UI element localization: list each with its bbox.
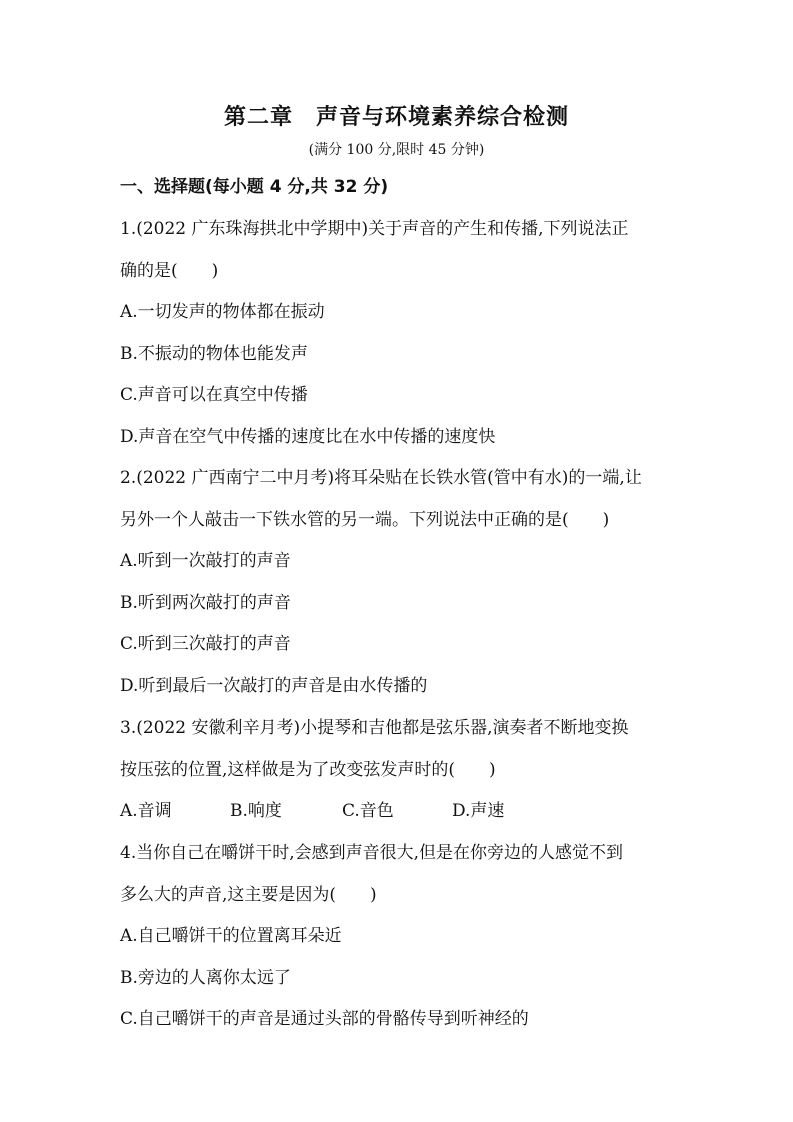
exam-subtitle: (满分 100 分,限时 45 分钟) — [308, 142, 485, 158]
q3-option-c: C.音色 — [342, 801, 394, 821]
q1-option-a: A.一切发声的物体都在振动 — [120, 302, 325, 322]
q2-option-c: C.听到三次敲打的声音 — [120, 634, 291, 654]
q2-stem-line2: 另外一个人敲击一下铁水管的另一端。下列说法中正确的是( ) — [120, 510, 610, 530]
section-heading: 一、选择题(每小题 4 分,共 32 分) — [120, 177, 389, 197]
q4-stem-line1: 4.当你自己在嚼饼干时,会感到声音很大,但是在你旁边的人感觉不到 — [120, 843, 624, 863]
q2-option-a: A.听到一次敲打的声音 — [120, 551, 291, 571]
q4-option-c: C.自己嚼饼干的声音是通过头部的骨骼传导到听神经的 — [120, 1009, 529, 1029]
q3-stem-line2: 按压弦的位置,这样做是为了改变弦发声时的( ) — [120, 760, 496, 780]
q2-stem-line1: 2.(2022 广西南宁二中月考)将耳朵贴在长铁水管(管中有水)的一端,让 — [120, 468, 642, 488]
q1-stem-line2: 确的是( ) — [120, 261, 219, 281]
q4-stem-line2: 多么大的声音,这主要是因为( ) — [120, 885, 377, 905]
q1-option-d: D.声音在空气中传播的速度比在水中传播的速度快 — [120, 427, 496, 447]
q1-stem-line1: 1.(2022 广东珠海拱北中学期中)关于声音的产生和传播,下列说法正 — [120, 219, 629, 239]
q4-option-a: A.自己嚼饼干的位置离耳朵近 — [120, 926, 342, 946]
q3-stem-line1: 3.(2022 安徽利辛月考)小提琴和吉他都是弦乐器,演奏者不断地变换 — [120, 718, 629, 738]
q4-option-b: B.旁边的人离你太远了 — [120, 968, 291, 988]
q3-option-b: B.响度 — [230, 801, 282, 821]
q1-option-b: B.不振动的物体也能发声 — [120, 344, 308, 364]
q2-option-b: B.听到两次敲打的声音 — [120, 593, 291, 613]
q3-options — [120, 796, 504, 821]
page-title: 第二章 声音与环境素养综合检测 — [223, 105, 569, 130]
q3-option-a: A.音调 — [120, 801, 172, 821]
q1-option-c: C.声音可以在真空中传播 — [120, 385, 308, 405]
q2-option-d: D.听到最后一次敲打的声音是由水传播的 — [120, 676, 428, 696]
q3-option-d: D.声速 — [452, 801, 505, 821]
